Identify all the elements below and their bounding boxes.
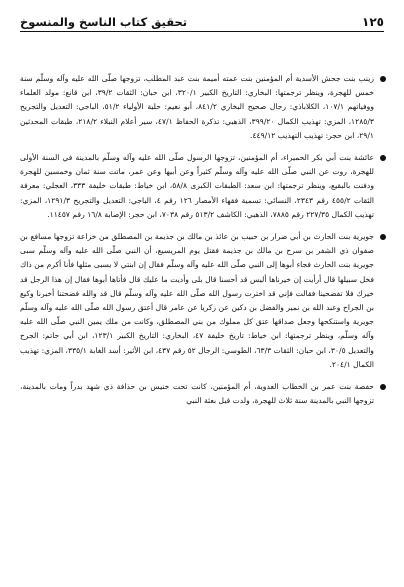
footnote-entry (20, 230, 384, 372)
bullet-icon (380, 234, 386, 240)
entry-text: عائشة بنت أبي بكر الحميراء، أم المؤمنين، تزوجها الرسول صلّى الله عليه وآله وسلّم بالمدينة في السنة الأولى للهجرة، روت عن النبي صلّى الله عليه وآله وسلّم كثيراً وعن أبيها وعن عمر، ماتت سنة ثمان وخمسين للهجرة ودفنت بالبقيع، وينظر ترجمتها: ابن سعد: الطبقات الكبرى ٥٨/٨، ابن خياط: طبقات خليفة ٣٣٣، العجلي: معرفة الثقات ٤٥٥/٢ رقم ٢٣٤٣، النسائي: تسمية فقهاء الأمصار ١٢٦ رقم ٤، الباجي: التعديل والتجريح ١٢٩١/٣، المزي: تهذيب الكمال ٢٢٧/٣٥ رقم ٧٨٨٥، الذهبي: الكاشف ٥١٣/٢ رقم ٧٠٣٨، ابن حجر: الإصابة ١٦/٨ رقم ١١٤٥٧. (20, 153, 374, 219)
bullet-icon (380, 155, 386, 161)
footnote-entry (20, 151, 384, 222)
bullet-icon (380, 384, 386, 390)
footnote-entry (20, 380, 384, 408)
footnote-list (20, 72, 384, 408)
footnote-entry (20, 72, 384, 143)
running-header (20, 8, 384, 32)
book-title: تحقيق كتاب الناسخ والمنسوخ (20, 14, 188, 29)
entry-text: جويرية بنت الحارث بن أبي ضرار بن حبيب بن عائذ بن مالك بن جذيمة بن المصطلق من خزاعة تزوجها مسافع بن صفوان ذي الشفر بن سرح بن مالك بن جذيمة فقتل يوم المريسيع، أن النبي صلّى الله عليه وآله وسلّم سبى جويرية بنت الحارث فجاء أبوها إلى النبي صلّى الله عليه وآله وسلّم فقال إن ابنتي لا يسبى مثلها فأنا أكرم من ذاك فخل سبيلها قال أرأيت إن خيرناها أليس قد أحسنا قال بلى وأديت ما عليك قال فأتاها أبوها فقال إن هذا الرجل قد خيرك فلا تفضحينا فقالت فإني قد اخترت رسول الله صلّى الله عليه وآله وسلّم قال قد والله فضحتنا أخبرنا وكيع بن الجراح وعبد الله بن نمير والفضل بن دكين عن زكريا عن عامر قال أعتق رسول الله صلّى الله عليه وآله وسلّم جويرية واستنكحها وجعل صداقها عتق كل مملوك من بني المصطلق، وكانت من ملك يمين النبي صلّى الله عليه وآله وسلّم، وينظر ترجمتها: ابن خياط: تاريخ خليفة ٤٧، البخاري: التاريخ الكبير ١٢٣/١، ابن أبي حاتم: الجرح والتعديل ٣٠/٥، ابن حبان: الثقات ٦٣/٣، الطوسي: الرجال ٥٢ رقم ٤٣٧، ابن الأثير: أسد الغابة ٣٣٥/١، المزي: تهذيب الكمال ٢٠٤/١. (20, 232, 374, 369)
entry-text: حفصة بنت عمر بن الخطاب العدوية، أم المؤمنين، كانت تحت خنيس بن حذافة ذي شهد بدراً ومات بالمدينة، تزوجها النبي بالمدينة سنة ثلاث للهجرة، ولدت قبل بعثة النبي (20, 382, 374, 406)
entry-text: زينب بنت جحش الأسدية أم المؤمنين بنت عمته أميمة بنت عبد المطلب، تزوجها صلّى الله عليه وآله وسلّم سنة خمس للهجرة، وينظر ترجمتها: البخاري: التاريخ الكبير ٣٢٠/١، ابن حبان: الثقات ٣٩/٢، ابن قانع: مولد العلماء ووفياتهم ١٠٧/١، الكلاباذي: رجال صحيح البخاري ٨٤١/٢، أبو نعيم: حلية الأولياء ٥١/٢، الباجي: التعديل والتجريح ١٢٨٥/٣، المزي: تهذيب الكمال ٣٩٩/٢٠، الذهبي: تذكرة الحفاظ ٤٧/١، سير أعلام النبلاء ٢١٨/٢، طبقات المحدثين ٢٩/١، ابن حجر: تهذيب التهذيب ٤٤٩/١٢. (20, 74, 375, 140)
bullet-icon (380, 76, 386, 82)
page-number: ١٢٥ (362, 15, 384, 29)
